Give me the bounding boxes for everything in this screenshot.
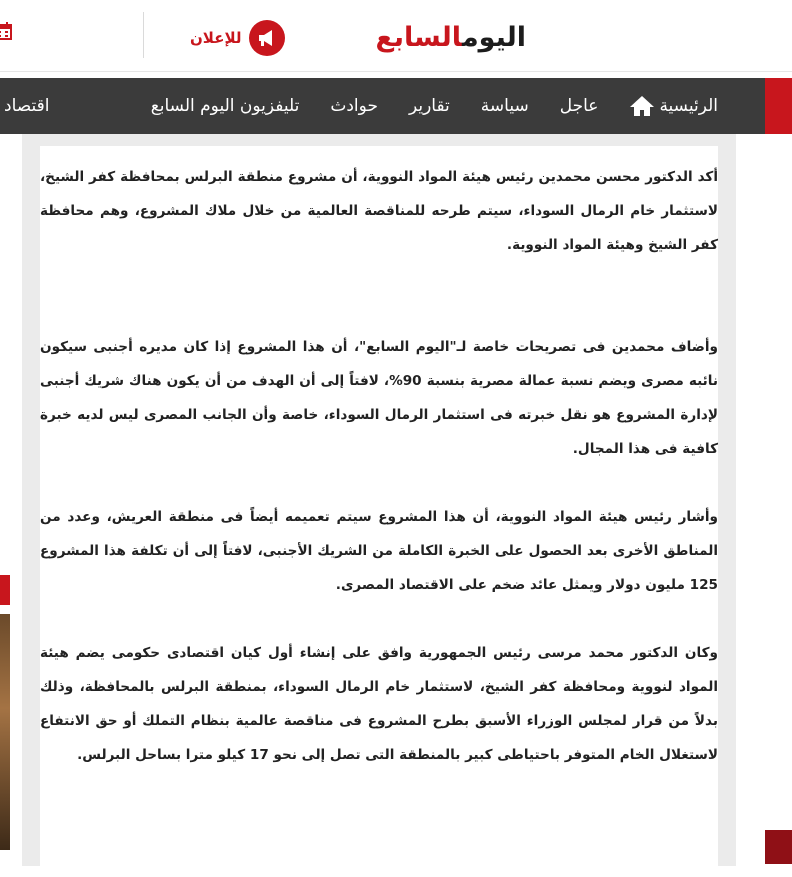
side-widget-image[interactable] (0, 614, 10, 850)
megaphone-icon (249, 20, 285, 56)
calendar-icon[interactable] (0, 22, 12, 40)
nav-item-label: سياسة (480, 96, 529, 116)
article-body (40, 160, 718, 772)
advert-link[interactable] (190, 20, 285, 56)
nav-list (151, 78, 718, 134)
nav-item-tv[interactable] (151, 96, 300, 116)
article-top-strip (40, 134, 718, 146)
nav-item-politics[interactable] (481, 96, 529, 116)
logo-word-1: اليوم (461, 22, 526, 53)
article-paragraph: أكد الدكتور محسن محمدين رئيس هيئة المواد النووية، أن مشروع منطقة البرلس بمحافظة كفر الشيخ، لاستثمار خام الرمال السوداء، سيتم طرحه للمناقصة العالمية من خلال ملاك المشروع، وهم محافظة كفر الشيخ وهيئة المواد النووية. (40, 169, 718, 253)
site-logo[interactable] (366, 18, 526, 58)
nav-item-label: الرئيسية (659, 96, 718, 116)
article-paragraph: وكان الدكتور محمد مرسى رئيس الجمهورية وافق على إنشاء أول كيان اقتصادى حكومى يضم هيئة المواد لنووية ومحافظة كفر الشيخ، لاستثمار خام الرمال السوداء، بمنطقة البرلس بالمحافظة، وذلك بدلاً من قرار لمجلس الوزراء الأسبق بطرح المشروع فى مناقصة عالمية بنظام التملك أو حق الانتفاع لاستغلال الخام المتوفر باحتياطى كبير بالمنطقة التى تصل إلى نحو 17 كيلو مترا بساحل البرلس. (40, 645, 718, 763)
header-divider (143, 12, 144, 58)
main-nav (0, 78, 765, 134)
nav-item-reports[interactable] (409, 96, 450, 116)
site-header (0, 0, 792, 72)
home-icon (629, 95, 655, 117)
nav-item-label: تليفزيون اليوم السابع (150, 96, 300, 116)
side-accent-top (765, 78, 792, 134)
side-accent-bottom (765, 830, 792, 864)
article-paragraph: وأضاف محمدين فى تصريحات خاصة لـ"اليوم السابع"، أن هذا المشروع إذا كان مديره أجنبى سيكون نائبه مصرى ويضم نسبة عمالة مصرية بنسبة 90%، لافتاً إلى أن الهدف من أن يكون هناك شريك أجنبى لإدارة المشروع هو نقل خبرته فى استثمار الرمال السوداء، خاصة وأن الجانب المصرى ليس لديه خبرة كافية فى هذا المجال. (40, 339, 718, 457)
nav-item-label: تقارير (408, 96, 450, 116)
header-border (0, 71, 792, 72)
side-widget-tag[interactable] (0, 575, 10, 605)
article-paragraph: وأشار رئيس هيئة المواد النووية، أن هذا المشروع سيتم تعميمه أيضاً فى منطقة العريش، وعدد من المناطق الأخرى بعد الحصول على الخبرة الكاملة من الشريك الأجنبى، لافتاً إلى أن تكلفة هذا المشروع 125 مليون دولار ويمثل عائد ضخم على الاقتصاد المصرى. (40, 509, 718, 593)
advert-label: للإعلان (190, 29, 242, 47)
nav-item-urgent[interactable] (560, 96, 599, 116)
nav-item-home[interactable] (629, 95, 718, 117)
nav-item-incidents[interactable] (330, 96, 378, 116)
nav-item-economy[interactable]: اقتصاد (4, 96, 50, 116)
logo-word-2: السابع (375, 22, 462, 53)
nav-item-label: حوادث (330, 96, 378, 116)
nav-item-label: عاجل (559, 96, 599, 116)
